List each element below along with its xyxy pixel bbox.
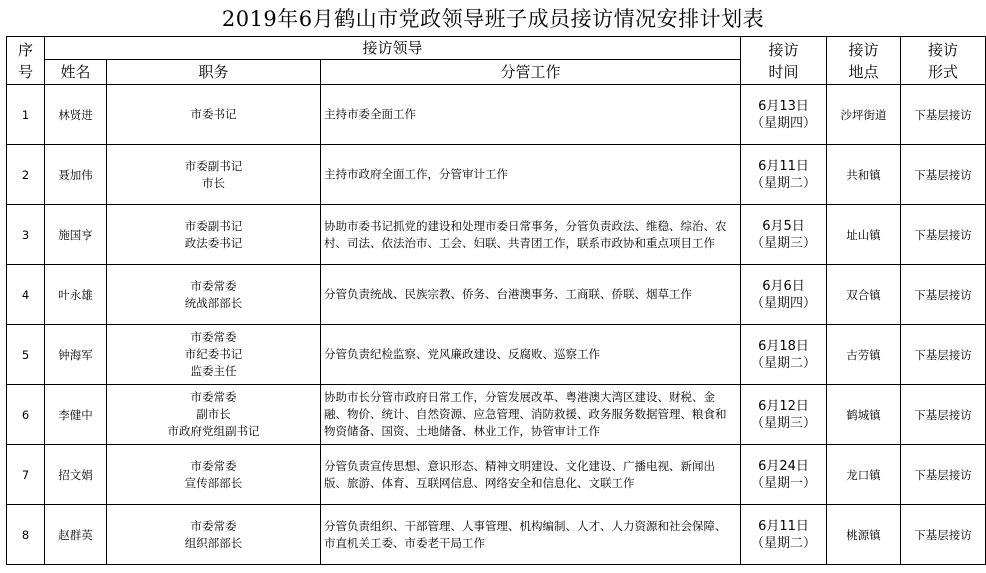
- row-time: [741, 85, 827, 145]
- row-duty: 分管负责统战、民族宗教、侨务、台港澳事务、工商联、侨联、烟草工作: [321, 265, 741, 325]
- row-time: [741, 505, 827, 565]
- row-place: 沙坪街道: [827, 85, 901, 145]
- header-time: 接访时间: [741, 37, 827, 85]
- row-time: [741, 145, 827, 205]
- table-row: [7, 505, 986, 565]
- header-form: 接访形式: [901, 37, 986, 85]
- header-seq: 序号: [7, 37, 45, 85]
- row-weekday: （星期一）: [751, 475, 817, 491]
- header-position: 职务: [107, 60, 321, 85]
- row-place: 共和镇: [827, 145, 901, 205]
- row-duty: 分管负责宣传思想、意识形态、精神文明建设、文化建设、广播电视、新闻出版、旅游、体育、互联网信息、网络安全和信息化、文联工作: [321, 445, 741, 505]
- schedule-table: [6, 36, 986, 565]
- row-weekday: （星期二）: [751, 535, 817, 551]
- table-row: [7, 205, 986, 265]
- table-row: [7, 445, 986, 505]
- row-place: 桃源镇: [827, 505, 901, 565]
- row-date: 6月24日: [758, 458, 809, 474]
- row-form: 下基层接访: [901, 385, 986, 445]
- table-row: [7, 385, 986, 445]
- row-seq: 5: [7, 325, 45, 385]
- row-position: 市委常委 统战部部长: [107, 265, 321, 325]
- row-date: 6月11日: [758, 518, 809, 534]
- row-date: 6月18日: [758, 338, 809, 354]
- row-position: 市委书记: [107, 85, 321, 145]
- row-weekday: （星期四）: [751, 115, 817, 131]
- row-time: [741, 445, 827, 505]
- table-row: [7, 85, 986, 145]
- row-seq: 7: [7, 445, 45, 505]
- row-duty: 分管负责组织、干部管理、人事管理、机构编制、人才、人力资源和社会保障、市直机关工委、市委老干局工作: [321, 505, 741, 565]
- row-place: 鹤城镇: [827, 385, 901, 445]
- header-duty: 分管工作: [321, 60, 741, 85]
- row-duty: 分管负责纪检监察、党风廉政建设、反腐败、巡察工作: [321, 325, 741, 385]
- row-duty: 主持市委全面工作: [321, 85, 741, 145]
- row-seq: 3: [7, 205, 45, 265]
- row-position: 市委常委 宣传部部长: [107, 445, 321, 505]
- row-place: 古劳镇: [827, 325, 901, 385]
- row-duty: 协助市长分管市政府日常工作，分管发展改革、粤港澳大湾区建设、财税、金融、物价、统计、自然资源、应急管理、消防救援、政务服务数据管理、粮食和物资储备、国资、土地储备、林业工作，协管审计工作: [321, 385, 741, 445]
- row-form: 下基层接访: [901, 325, 986, 385]
- header-leader-group: 接访领导: [45, 37, 741, 60]
- table-row: [7, 265, 986, 325]
- row-date: 6月6日: [762, 278, 805, 294]
- row-duty: 协助市委书记抓党的建设和处理市委日常事务，分管负责政法、维稳、综治、农村、司法、依法治市、工会、妇联、共青团工作，联系市政协和重点项目工作: [321, 205, 741, 265]
- header-place: 接访地点: [827, 37, 901, 85]
- row-time: [741, 325, 827, 385]
- row-weekday: （星期二）: [751, 355, 817, 371]
- row-seq: 6: [7, 385, 45, 445]
- row-form: 下基层接访: [901, 145, 986, 205]
- table-row: [7, 145, 986, 205]
- row-time: [741, 385, 827, 445]
- row-weekday: （星期四）: [751, 295, 817, 311]
- row-name: 钟海军: [45, 325, 107, 385]
- row-name: 李健中: [45, 385, 107, 445]
- row-date: 6月13日: [758, 98, 809, 114]
- row-place: 双合镇: [827, 265, 901, 325]
- row-seq: 8: [7, 505, 45, 565]
- row-name: 赵群英: [45, 505, 107, 565]
- row-date: 6月12日: [758, 398, 809, 414]
- row-time: [741, 205, 827, 265]
- row-seq: 2: [7, 145, 45, 205]
- row-seq: 1: [7, 85, 45, 145]
- row-place: 址山镇: [827, 205, 901, 265]
- row-position: 市委常委 副市长 市政府党组副书记: [107, 385, 321, 445]
- row-name: 聂加伟: [45, 145, 107, 205]
- row-form: 下基层接访: [901, 205, 986, 265]
- row-date: 6月11日: [758, 158, 809, 174]
- header-name: 姓名: [45, 60, 107, 85]
- row-form: 下基层接访: [901, 85, 986, 145]
- table-row: [7, 325, 986, 385]
- document-title: 2019年6月鹤山市党政领导班子成员接访情况安排计划表: [221, 7, 765, 31]
- row-form: 下基层接访: [901, 505, 986, 565]
- row-name: 林贤进: [45, 85, 107, 145]
- row-name: 招文娟: [45, 445, 107, 505]
- row-duty: 主持市政府全面工作，分管审计工作: [321, 145, 741, 205]
- row-name: 施国亨: [45, 205, 107, 265]
- row-weekday: （星期三）: [751, 415, 817, 431]
- row-position: 市委常委 组织部部长: [107, 505, 321, 565]
- row-seq: 4: [7, 265, 45, 325]
- row-position: 市委副书记 市长: [107, 145, 321, 205]
- row-place: 龙口镇: [827, 445, 901, 505]
- row-name: 叶永雄: [45, 265, 107, 325]
- row-form: 下基层接访: [901, 445, 986, 505]
- row-time: [741, 265, 827, 325]
- row-position: 市委副书记 政法委书记: [107, 205, 321, 265]
- row-form: 下基层接访: [901, 265, 986, 325]
- row-position: 市委常委 市纪委书记 监委主任: [107, 325, 321, 385]
- row-weekday: （星期三）: [751, 235, 817, 251]
- row-weekday: （星期二）: [751, 175, 817, 191]
- row-date: 6月5日: [762, 218, 805, 234]
